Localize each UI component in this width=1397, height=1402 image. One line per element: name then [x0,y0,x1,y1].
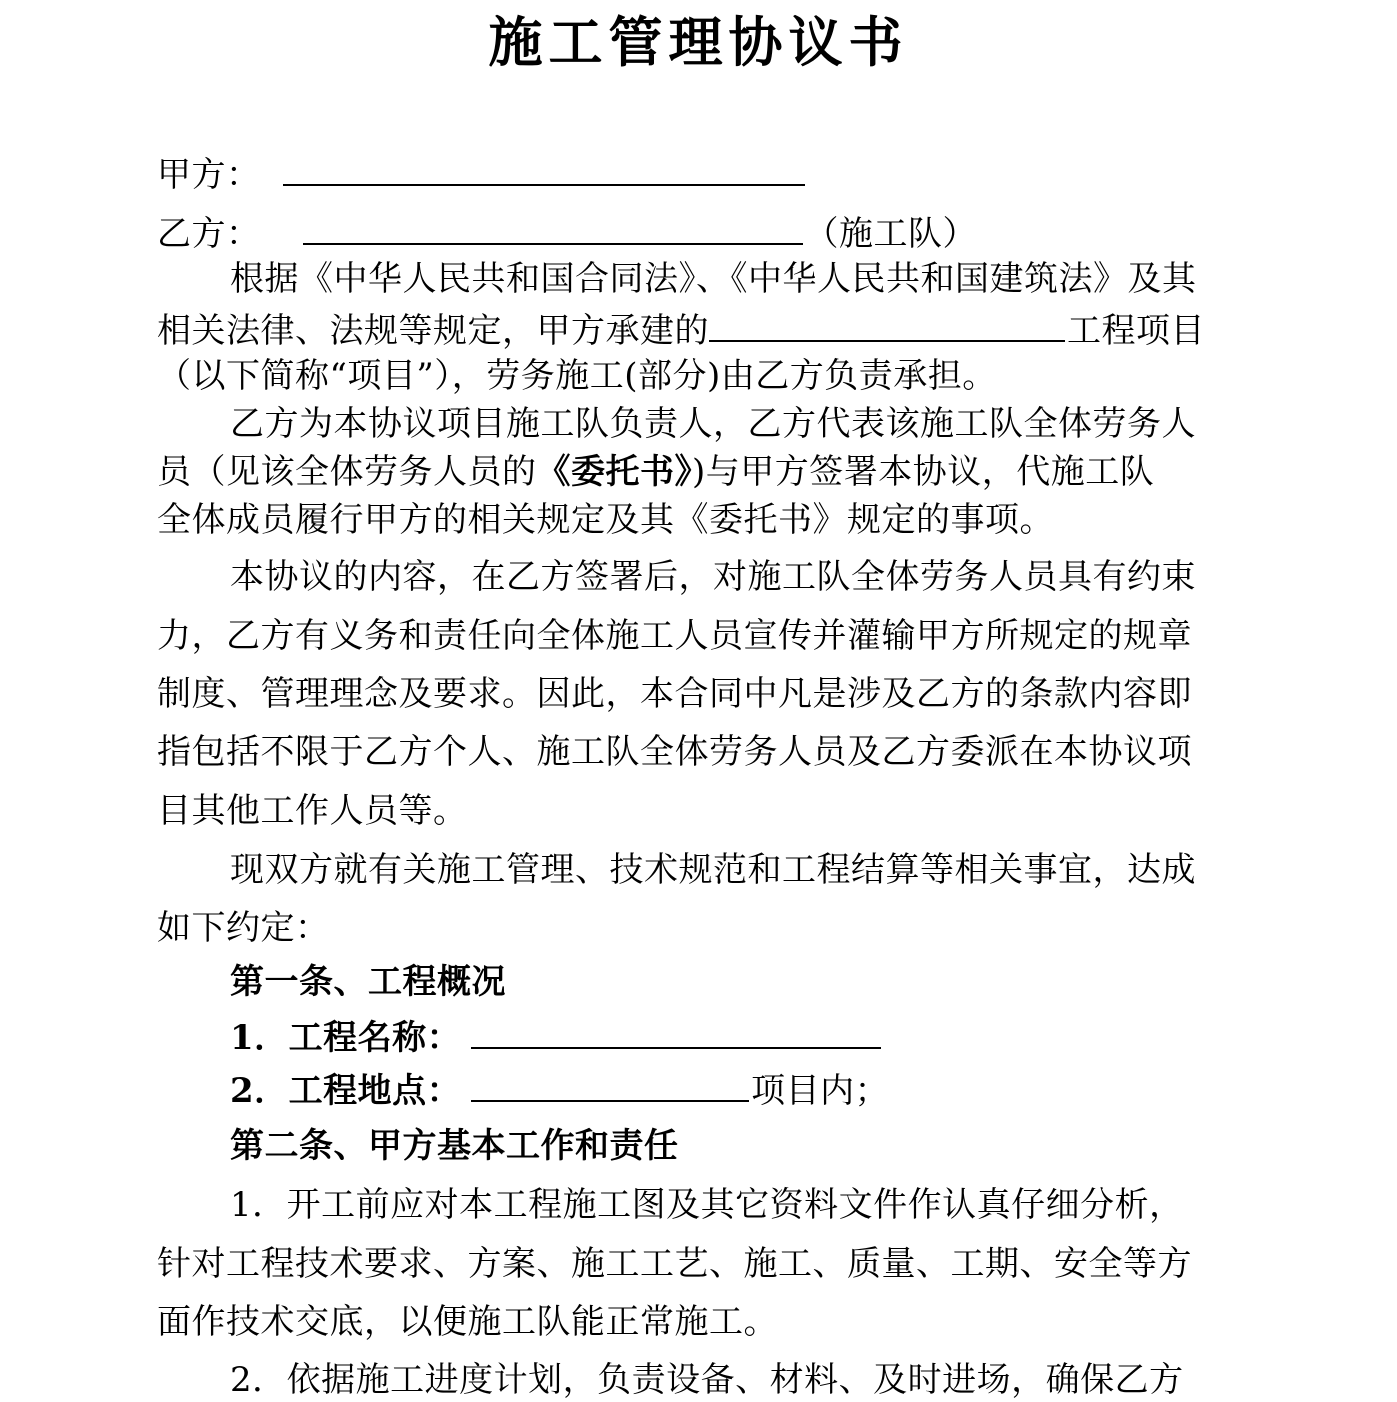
paragraph-3-line-2: 力，乙方有义务和责任向全体施工人员宣传并灌输甲方所规定的规章 [157,616,1192,656]
project-location-blank[interactable] [471,1066,749,1102]
paragraph-3-line-3: 制度、管理理念及要求。因此，本合同中凡是涉及乙方的条款内容即 [157,674,1192,714]
article-2-item-1-line-1: 1．开工前应对本工程施工图及其它资料文件作认真仔细分析， [230,1185,1184,1225]
party-b-line [157,209,1267,256]
paragraph-3-line-5: 目其他工作人员等。 [157,791,468,831]
paragraph-4-line-1: 现双方就有关施工管理、技术规范和工程结算等相关事宜，达成 [230,850,1196,890]
paragraph-1-suffix: 工程项目 [1067,311,1205,351]
article-1-heading: 第一条、工程概况 [230,962,506,1002]
paragraph-2-line-1: 乙方为本协议项目施工队负责人，乙方代表该施工队全体劳务人 [230,404,1196,444]
paragraph-1-line-1: 根据《中华人民共和国合同法》、《中华人民共和国建筑法》及其 [230,259,1197,299]
paragraph-2-text-a: 员（见该全体劳务人员的 [157,452,537,492]
article-1-item-2 [230,1066,1270,1113]
party-a-label: 甲方： [157,155,261,195]
paragraph-1-text: 相关法律、法规等规定，甲方承建的 [157,311,709,351]
article-2-heading: 第二条、甲方基本工作和责任 [230,1126,679,1166]
document-title: 施工管理协议书 [488,10,909,74]
paragraph-2-line-2 [157,450,1267,494]
party-b-blank[interactable] [303,209,803,245]
article-2-item-1-line-3: 面作技术交底，以便施工队能正常施工。 [157,1302,778,1342]
project-location-suffix: 项目内； [751,1071,890,1111]
paragraph-2-text-c: )与甲方签署本协议，代施工队 [692,452,1155,492]
project-name-blank[interactable] [709,306,1065,342]
article-2-item-1-line-2: 针对工程技术要求、方案、施工工艺、施工、质量、工期、安全等方 [157,1244,1192,1284]
paragraph-2-line-3: 全体成员履行甲方的相关规定及其《委托书》规定的事项。 [157,500,1054,540]
party-b-label: 乙方： [157,214,261,254]
article-1-item-1 [230,1013,1270,1060]
article-2-item-2-line-1: 2．依据施工进度计划，负责设备、材料、及时进场，确保乙方 [230,1360,1184,1400]
paragraph-4-line-2: 如下约定： [157,908,330,948]
party-b-suffix: （施工队） [804,214,977,254]
paragraph-3-line-4: 指包括不限于乙方个人、施工队全体劳务人员及乙方委派在本协议项 [157,732,1192,772]
project-location-label: 2．工程地点： [230,1071,462,1111]
project-name-field-blank[interactable] [471,1013,881,1049]
paragraph-1-line-3: （以下简称“项目”），劳务施工(部分)由乙方负责承担。 [157,356,997,396]
paragraph-2-entrust-bold: 《委托书》 [536,452,692,492]
project-name-label: 1．工程名称： [230,1018,462,1058]
paragraph-1-line-2 [157,306,1267,353]
party-a-blank[interactable] [283,150,805,186]
paragraph-3-line-1: 本协议的内容，在乙方签署后，对施工队全体劳务人员具有约束 [230,557,1196,597]
party-a-line [157,150,1267,197]
